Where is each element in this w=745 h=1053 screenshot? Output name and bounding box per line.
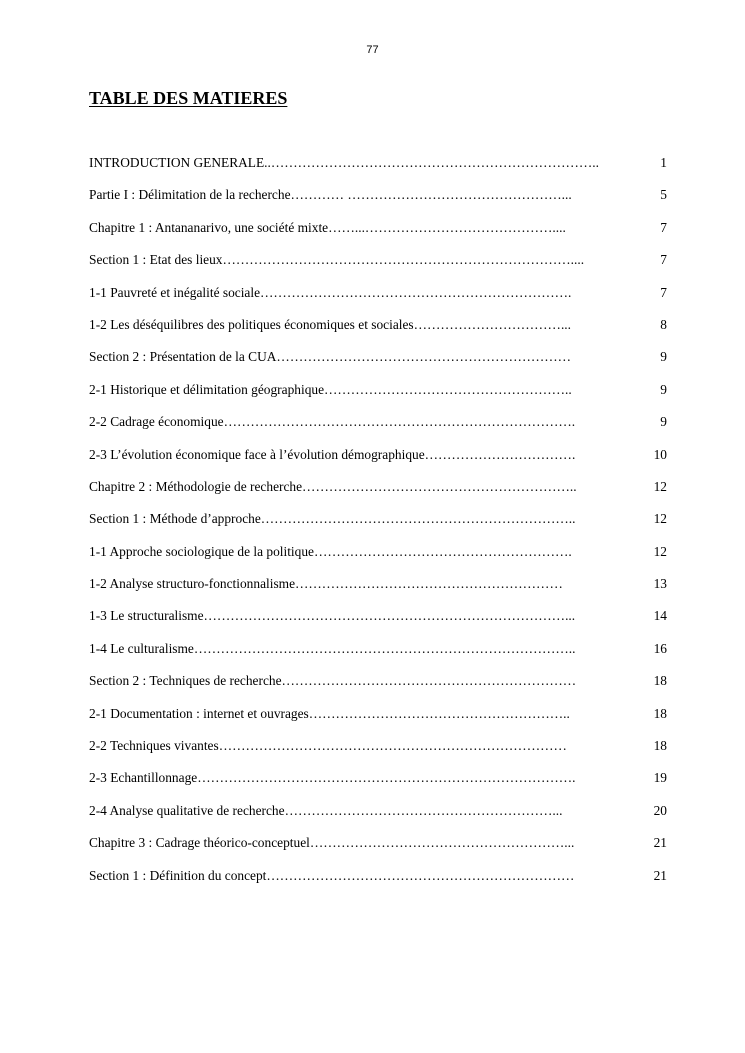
toc-title: TABLE DES MATIERES [89, 88, 288, 108]
toc-entry [89, 868, 667, 900]
toc-entry [89, 511, 667, 543]
toc-entry [89, 706, 667, 738]
toc-entry-page: 21 [653, 867, 667, 883]
toc-entry-page: 12 [653, 511, 667, 527]
toc-entry-text: 1-1 Approche sociologique de la politique…………………………………………………. [89, 543, 572, 559]
toc-entry [89, 544, 667, 576]
toc-entry [89, 576, 667, 608]
toc-entry [89, 447, 667, 479]
toc-entry-page: 9 [660, 349, 667, 365]
toc-entry-page: 7 [660, 252, 667, 268]
toc-entry [89, 382, 667, 414]
page-number: 77 [366, 44, 379, 56]
toc-entry-text: 2-4 Analyse qualitative de recherche……………………………………………………... [89, 802, 563, 818]
toc-entry [89, 738, 667, 770]
toc-entry [89, 835, 667, 867]
toc-entry-page: 18 [653, 738, 667, 754]
toc-entry-text: 1-3 Le structuralisme………………………………………………………………………... [89, 608, 576, 624]
toc-entry [89, 285, 667, 317]
toc-entry-text: 2-3 L’évolution économique face à l’évolution démographique……………………………. [89, 446, 576, 462]
toc-entry-page: 8 [660, 316, 667, 332]
toc-entry-page: 12 [653, 478, 667, 494]
toc-entry [89, 479, 667, 511]
toc-entry-text: Section 1 : Etat des lieux…………………………………………………………………….... [89, 252, 585, 268]
toc-entry [89, 349, 667, 381]
toc-entry [89, 608, 667, 640]
toc-entry-page: 9 [660, 414, 667, 430]
toc-entry-page: 7 [660, 284, 667, 300]
toc-entry-page: 20 [653, 802, 667, 818]
toc-entry-text: 2-1 Documentation : internet et ouvrages………………………………………………….. [89, 705, 570, 721]
toc-entry-text: Chapitre 3 : Cadrage théorico-conceptuel…………………………………………………... [89, 835, 575, 851]
toc-entry-text: Section 1 : Méthode d’approche…………………………………………………………….. [89, 511, 576, 527]
toc-entry [89, 155, 667, 187]
toc-entry-text: 1-2 Les déséquilibres des politiques économiques et sociales……………………………... [89, 316, 571, 332]
toc-entry-page: 1 [660, 155, 667, 170]
toc-entry-text: 2-2 Techniques vivantes…………………………………………………………………… [89, 738, 567, 754]
toc-entry-page: 21 [653, 835, 667, 851]
toc-entry [89, 252, 667, 284]
toc-entry [89, 187, 667, 219]
toc-entry [89, 317, 667, 349]
toc-entry-page: 18 [653, 705, 667, 721]
toc-entry-page: 18 [653, 673, 667, 689]
toc-entry-text: INTRODUCTION GENERALE..……………………………………………………………….. [89, 155, 599, 170]
toc-entry-text: 1-4 Le culturalisme………………………………………………………………………….. [89, 640, 576, 656]
toc-entry [89, 673, 667, 705]
toc-entry [89, 803, 667, 835]
toc-entry-text: Chapitre 1 : Antananarivo, une société mixte……...…………………………………….... [89, 219, 566, 235]
toc-entry-text: 2-2 Cadrage économique……………………………………………………………………. [89, 414, 576, 430]
toc-entry [89, 220, 667, 252]
toc-entry-text: Section 2 : Présentation de la CUA………………………………………………………… [89, 349, 572, 365]
toc-entry-page: 19 [653, 770, 667, 786]
toc-entry [89, 641, 667, 673]
toc-entry-page: 13 [653, 576, 667, 592]
toc-entry-text: 1-1 Pauvreté et inégalité sociale……………………………………………………………. [89, 284, 572, 300]
toc-entry-text: 2-3 Echantillonnage…………………………………………………………………………. [89, 770, 576, 786]
toc-entry-text: Section 2 : Techniques de recherche………………………………………………………… [89, 673, 577, 689]
toc-entry-text: Chapitre 2 : Méthodologie de recherche…………………………………………………….. [89, 478, 577, 494]
toc-entry [89, 770, 667, 802]
toc-entry-page: 9 [660, 381, 667, 397]
toc-entry-page: 5 [660, 187, 667, 203]
toc-entry-text: Section 1 : Définition du concept…………………………………………………………… [89, 867, 575, 883]
toc-entry-text: 2-1 Historique et délimitation géographique……………………………………………….. [89, 381, 572, 397]
toc-entry [89, 414, 667, 446]
toc-entry-page: 10 [653, 446, 667, 462]
toc-entry-text: 1-2 Analyse structuro-fonctionnalisme…………………………………………………… [89, 576, 563, 592]
toc-entry-text: Partie I : Délimitation de la recherche………… …………………………………………... [89, 187, 572, 203]
toc-entry-page: 7 [660, 219, 667, 235]
toc-entry-page: 16 [653, 640, 667, 656]
toc-entry-page: 14 [653, 608, 667, 624]
toc-list [89, 155, 667, 900]
toc-entry-page: 12 [653, 543, 667, 559]
